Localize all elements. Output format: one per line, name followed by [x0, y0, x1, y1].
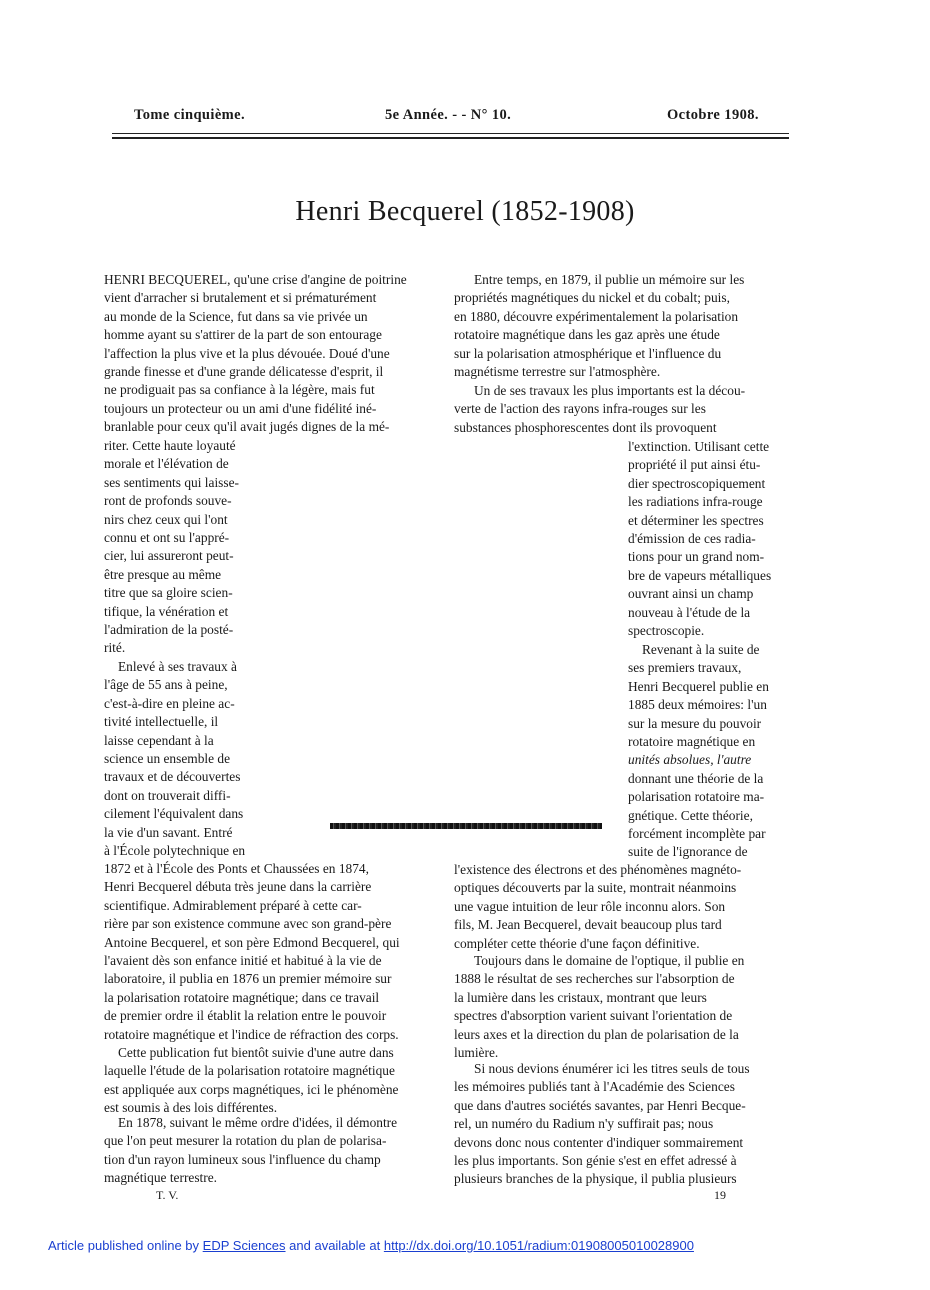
text-line: rité. [104, 640, 126, 656]
right-paragraph-5 [454, 1060, 789, 1189]
text-line: laisse cependant à la [104, 732, 214, 748]
text-line: optiques découverts par la suite, montrait néanmoins [454, 880, 737, 896]
text-line: laboratoire, il publia en 1876 un premier mémoire sur [104, 971, 392, 987]
text-line: bre de vapeurs métalliques [628, 567, 772, 583]
footer-prefix: Article published online by [48, 1238, 200, 1253]
text-line: Henri Becquerel publie en [628, 678, 769, 694]
text-line: scientifique. Admirablement préparé à cette car- [104, 897, 362, 913]
text-line: dont on trouverait diffi- [104, 787, 231, 803]
text-line: Un de ses travaux les plus importants est la décou- [474, 383, 746, 398]
text-line: titre que sa gloire scien- [104, 585, 233, 601]
text-line: verte de l'action des rayons infra-rouges sur les [454, 401, 706, 417]
text-line: rotatoire magnétique et l'indice de réfraction des corps. [104, 1026, 399, 1042]
footer-citation [48, 1238, 694, 1253]
text-line: ouvrant ainsi un champ [628, 586, 754, 602]
left-paragraph-4 [104, 1114, 434, 1188]
text-line: unités absolues, l'autre [628, 752, 752, 768]
header-annee: 5e Année. - - N° 10. [385, 107, 512, 123]
text-line: riter. Cette haute loyauté [104, 438, 236, 453]
article-title: Henri Becquerel (1852-1908) [295, 196, 635, 227]
text-line: Henri Becquerel débuta très jeune dans la carrière [104, 879, 372, 895]
text-line: l'admiration de la posté- [104, 622, 234, 638]
text-line: la vie d'un savant. Entré [104, 824, 233, 840]
text-line: rotatoire magnétique dans les gaz après une étude [454, 327, 720, 343]
text-line: rel, un numéro du Radium n'y suffirait pas; nous [454, 1116, 714, 1132]
text-line: l'existence des électrons et des phénomènes magnéto- [454, 862, 742, 877]
text-line: ne prodiguait pas sa confiance à la légère, mais fut [104, 382, 375, 398]
text-line: nirs chez ceux qui l'ont [104, 511, 228, 527]
text-line: ses sentiments qui laisse- [104, 474, 240, 490]
text-line: lumière. [454, 1045, 499, 1061]
text-line: HENRI BECQUEREL, qu'une crise d'angine de poitrine [104, 272, 407, 287]
right-paragraph-4 [454, 952, 789, 1062]
text-line: connu et ont su l'appré- [104, 530, 230, 546]
text-line: à l'École polytechnique en [104, 843, 246, 859]
text-line: est appliquée aux corps magnétiques, ici le phénomène [104, 1081, 399, 1097]
text-line: compléter cette théorie d'une façon définitive. [454, 935, 700, 951]
text-line: Si nous devions énumérer ici les titres seuls de tous [474, 1061, 750, 1076]
header-rule-top [112, 133, 789, 134]
text-line: 1885 deux mémoires: l'un [628, 697, 767, 713]
text-line: les plus importants. Son génie s'est en effet adressé à [454, 1153, 737, 1169]
text-line: dier spectroscopiquement [628, 475, 766, 491]
text-line: spectres d'absorption varient suivant l'orientation de [454, 1008, 733, 1024]
text-line: donnant une théorie de la [628, 770, 764, 786]
left-paragraph-1-narrow [104, 437, 266, 658]
text-line: science un ensemble de [104, 751, 231, 767]
text-line: 1888 le résultat de ses recherches sur l'absorption de [454, 971, 735, 987]
text-line: polarisation rotatoire ma- [628, 789, 765, 805]
text-line: que l'on peut mesurer la rotation du plan de polarisa- [104, 1133, 387, 1149]
text-line: cilement l'équivalent dans [104, 806, 244, 822]
text-line: homme ayant su s'attirer de la part de son entourage [104, 327, 382, 343]
text-line: d'émission de ces radia- [628, 531, 756, 547]
text-line: vient d'arracher si brutalement et si prématurément [104, 290, 377, 306]
text-line: cier, lui assureront peut- [104, 548, 234, 564]
text-line: plusieurs branches de la physique, il publia plusieurs [454, 1171, 737, 1187]
text-line: l'âge de 55 ans à peine, [104, 677, 228, 693]
text-line: est soumis à des lois différentes. [104, 1100, 278, 1116]
text-line: une vague intuition de leur rôle inconnu alors. Son [454, 898, 726, 914]
publisher-link[interactable]: EDP Sciences [202, 1238, 286, 1253]
text-line: Revenant à la suite de [642, 642, 760, 657]
signature: T. V. [156, 1188, 179, 1202]
text-line: l'affection la plus vive et la plus dévouée. Doué d'une [104, 345, 390, 361]
text-line: nouveau à l'étude de la [628, 604, 751, 620]
text-line: la lumière dans les cristaux, montrant que leurs [454, 989, 707, 1005]
text-line: les radiations infra-rouge [628, 494, 763, 510]
page-number: 19 [714, 1188, 726, 1202]
text-line: être presque au même [104, 566, 222, 582]
right-paragraph-3-full [454, 861, 789, 953]
text-line: en 1880, découvre expérimentalement la polarisation [454, 308, 739, 324]
text-line: forcément incomplète par [628, 826, 766, 842]
footer-middle: and available at [289, 1238, 381, 1253]
text-line: magnétique terrestre. [104, 1170, 218, 1186]
text-line: au monde de la Science, fut dans sa vie privée un [104, 308, 368, 324]
text-line: Toujours dans le domaine de l'optique, il publie en [474, 953, 745, 968]
text-line: sur la polarisation atmosphérique et l'influence du [454, 345, 722, 361]
text-line: grande finesse et d'une grande délicatesse d'esprit, il [104, 364, 384, 380]
text-line: fils, M. Jean Becquerel, devait beaucoup plus tard [454, 917, 722, 933]
text-line: Cette publication fut bientôt suivie d'une autre dans [118, 1045, 394, 1060]
text-line: l'extinction. Utilisant cette [628, 439, 770, 454]
text-line: laquelle l'étude de la polarisation rotatoire magnétique [104, 1063, 395, 1079]
text-line: rotatoire magnétique en [628, 734, 756, 750]
text-line: morale et l'élévation de [104, 456, 229, 472]
left-paragraph-1-full [104, 271, 438, 437]
header-rule-bottom [112, 137, 789, 139]
text-line: propriété il put ainsi étu- [628, 457, 761, 473]
text-line: leurs axes et la direction du plan de polarisation de la [454, 1026, 739, 1042]
text-line: les mémoires publiés tant à l'Académie des Sciences [454, 1079, 735, 1095]
text-line: ses premiers travaux, [628, 660, 742, 676]
text-line: que dans d'autres sociétés savantes, par Henri Becque- [454, 1097, 746, 1113]
text-line: spectroscopie. [628, 623, 705, 639]
text-line: travaux et de découvertes [104, 769, 241, 785]
text-line: Antoine Becquerel, et son père Edmond Becquerel, qui [104, 934, 400, 950]
header-date: Octobre 1908. [667, 107, 759, 123]
right-paragraph-3-narrow [628, 641, 790, 862]
text-line: devons donc nous contenter d'indiquer sommairement [454, 1134, 744, 1150]
text-line: c'est-à-dire en pleine ac- [104, 695, 235, 711]
text-line: de premier ordre il établit la relation entre le pouvoir [104, 1008, 387, 1024]
text-line: la polarisation rotatoire magnétique; dans ce travail [104, 989, 380, 1005]
text-line: rière par son existence commune avec son grand-père [104, 916, 392, 932]
left-paragraph-2-full [104, 860, 434, 1044]
text-line: suite de l'ignorance de [628, 844, 748, 860]
text-line: l'avaient dès son enfance initié et habitué à la vie de [104, 953, 382, 969]
right-paragraph-1 [454, 271, 789, 381]
text-line: toujours un protecteur ou un ami d'une fidélité iné- [104, 400, 377, 416]
text-line: et déterminer les spectres [628, 512, 764, 528]
text-line: gnétique. Cette théorie, [628, 807, 753, 823]
header-tome: Tome cinquième. [134, 107, 245, 123]
text-line: magnétisme terrestre sur l'atmosphère. [454, 364, 661, 380]
text-line: sur la mesure du pouvoir [628, 715, 762, 731]
text-line: Enlevé à ses travaux à [118, 659, 237, 674]
text-line: branlable pour ceux qu'il avait jugés dignes de la mé- [104, 419, 390, 435]
text-line: tion d'un rayon lumineux sous l'influence du champ [104, 1151, 381, 1167]
doi-link[interactable]: http://dx.doi.org/10.1051/radium:01908005010028900 [383, 1238, 694, 1253]
text-line: tivité intellectuelle, il [104, 714, 219, 730]
right-paragraph-2-narrow [628, 438, 790, 640]
text-line: ront de profonds souve- [104, 493, 232, 509]
left-paragraph-2-narrow [104, 658, 266, 860]
text-line: substances phosphorescentes dont ils provoquent [454, 419, 717, 435]
text-line: En 1878, suivant le même ordre d'idées, il démontre [118, 1115, 398, 1130]
text-line: propriétés magnétiques du nickel et du cobalt; puis, [454, 290, 730, 306]
text-line: tions pour un grand nom- [628, 549, 765, 565]
portrait-scan-residue [330, 823, 602, 829]
text-line: tifique, la vénération et [104, 603, 229, 619]
text-line: 1872 et à l'École des Ponts et Chaussées en 1874, [104, 861, 369, 876]
text-line: Entre temps, en 1879, il publie un mémoire sur les [474, 272, 745, 287]
left-paragraph-3 [104, 1044, 434, 1118]
right-paragraph-2-full [454, 382, 789, 437]
